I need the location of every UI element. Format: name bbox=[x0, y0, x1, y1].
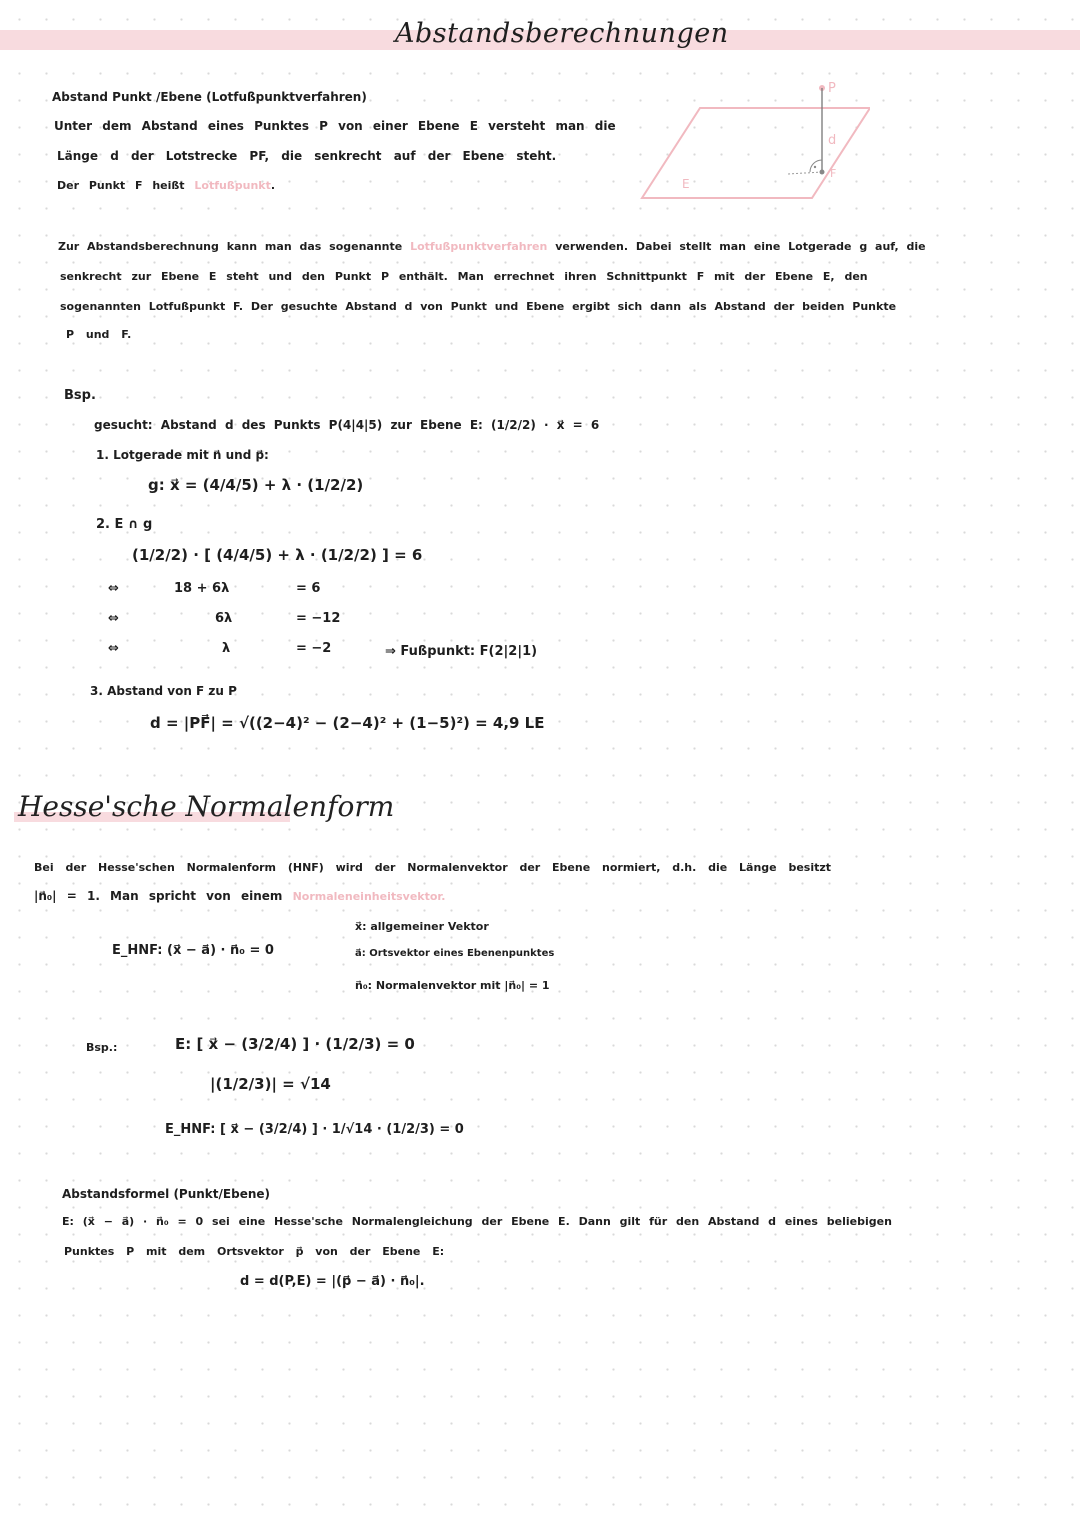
label-d: d bbox=[828, 133, 837, 148]
legend-a: a⃗: Ortsvektor eines Ebenenpunktes bbox=[355, 948, 555, 959]
row-2-left: 6λ bbox=[215, 611, 233, 626]
row-3-left: λ bbox=[222, 641, 231, 656]
page-title: Abstandsberechnungen bbox=[395, 18, 729, 49]
label-e: E bbox=[682, 177, 690, 191]
row-2-right: = −12 bbox=[296, 611, 341, 626]
equivalence-1: ⇔ bbox=[108, 581, 119, 596]
row-3-right: = −2 bbox=[296, 641, 332, 656]
hnf-formula: E_HNF: (x⃗ − a⃗) · n⃗₀ = 0 bbox=[112, 943, 274, 958]
definition-line-3-text: Der Punkt F heißt bbox=[57, 179, 185, 192]
right-angle-arc bbox=[810, 160, 822, 172]
plane-figure bbox=[640, 60, 870, 210]
definition-line-3-period: . bbox=[270, 179, 276, 192]
step-1-label: 1. Lotgerade mit n⃗ und p⃗: bbox=[96, 448, 269, 462]
step-1-equation: g: x⃗ = (4/4/5) + λ · (1/2/2) bbox=[148, 476, 364, 494]
hesse-para-2 bbox=[34, 889, 445, 903]
point-f-dot bbox=[820, 170, 825, 175]
footpoint-result: ⇒ Fußpunkt: F(2|2|1) bbox=[385, 644, 538, 659]
procedure-line-4: P und F. bbox=[66, 328, 132, 341]
label-f: F bbox=[830, 167, 837, 180]
legend-n0: n⃗₀: Normalenvektor mit |n⃗₀| = 1 bbox=[355, 979, 550, 992]
equivalence-2: ⇔ bbox=[108, 611, 119, 626]
procedure-line-1 bbox=[58, 240, 926, 253]
example-label: Bsp. bbox=[64, 388, 96, 403]
definition-line-3 bbox=[57, 179, 275, 192]
hesse-para-2-text: |n⃗₀| = 1. Man spricht von einem bbox=[34, 889, 283, 903]
hesse-example-hnf: E_HNF: [ x⃗ − (3/2/4) ] · 1/√14 · (1/2/3) = 0 bbox=[165, 1122, 464, 1137]
lotfusspunktverfahren-highlight: Lotfußpunktverfahren bbox=[410, 240, 548, 253]
row-1-left: 18 + 6λ bbox=[174, 581, 230, 596]
distance-formula-line-2: Punktes P mit dem Ortsvektor p⃗ von der Ebene E: bbox=[64, 1245, 445, 1258]
section-heading-point-plane: Abstand Punkt /Ebene (Lotfußpunktverfahren) bbox=[52, 90, 367, 104]
label-p: P bbox=[828, 81, 836, 96]
distance-formula: d = d(P,E) = |(p⃗ − a⃗) · n⃗₀|. bbox=[240, 1274, 425, 1289]
lotfusspunkt-highlight: Lotfußpunkt bbox=[194, 179, 271, 192]
right-angle-dot bbox=[814, 166, 816, 168]
definition-line-2: Länge d der Lotstrecke PF, die senkrecht auf der Ebene steht. bbox=[57, 149, 557, 163]
hesse-para-1: Bei der Hesse'schen Normalenform (HNF) wird der Normalenvektor der Ebene normiert, d.h. die Länge besitzt bbox=[34, 861, 832, 874]
distance-formula-line-1: E: (x⃗ − a⃗) · n⃗₀ = 0 sei eine Hesse'sche Normalengleichung der Ebene E. Dann gilt für den Abstand d eines beliebigen bbox=[62, 1215, 892, 1228]
hesse-title: Hesse'sche Normalenform bbox=[18, 790, 395, 823]
procedure-line-1-start: Zur Abstandsberechnung kann man das sogenannte bbox=[58, 240, 403, 253]
plane-line bbox=[788, 172, 822, 174]
step-3-label: 3. Abstand von F zu P bbox=[90, 684, 237, 698]
normaleneinheitsvektor-highlight: Normaleneinheitsvektor. bbox=[292, 890, 446, 903]
row-1-right: = 6 bbox=[296, 581, 321, 596]
plane-e-outline bbox=[642, 108, 870, 198]
hesse-example-label: Bsp.: bbox=[86, 1041, 118, 1054]
step-2-equation: (1/2/2) · [ (4/4/5) + λ · (1/2/2) ] = 6 bbox=[132, 546, 423, 564]
procedure-line-2: senkrecht zur Ebene E steht und den Punkt P enthält. Man errechnet ihren Schnittpunkt F mit der Ebene E, den bbox=[60, 270, 868, 283]
step-3-equation: d = |PF⃗| = √((2−4)² − (2−4)² + (1−5)²) = 4,9 LE bbox=[150, 714, 545, 732]
example-task: gesucht: Abstand d des Punkts P(4|4|5) zur Ebene E: (1/2/2) · x⃗ = 6 bbox=[94, 418, 600, 432]
definition-line-1: Unter dem Abstand eines Punktes P von einer Ebene E versteht man die bbox=[54, 119, 616, 133]
step-2-label: 2. E ∩ g bbox=[96, 517, 153, 532]
procedure-line-1-end: verwenden. Dabei stellt man eine Lotgerade g auf, die bbox=[555, 240, 926, 253]
hesse-example-norm: |(1/2/3)| = √14 bbox=[210, 1075, 331, 1093]
distance-formula-heading: Abstandsformel (Punkt/Ebene) bbox=[62, 1187, 271, 1201]
legend-x: x⃗: allgemeiner Vektor bbox=[355, 920, 489, 933]
procedure-line-3: sogenannten Lotfußpunkt F. Der gesuchte Abstand d von Punkt und Ebene ergibt sich dann als Abstand der beiden Punkte bbox=[60, 300, 897, 313]
equivalence-3: ⇔ bbox=[108, 641, 119, 656]
hesse-example-plane: E: [ x⃗ − (3/2/4) ] · (1/2/3) = 0 bbox=[175, 1035, 415, 1053]
